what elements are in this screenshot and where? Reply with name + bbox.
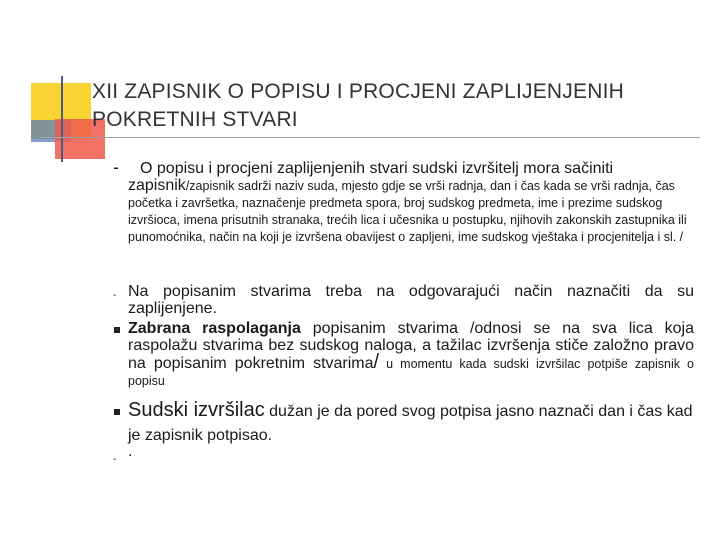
square-bullet: [114, 409, 120, 415]
square-bullet: [114, 327, 120, 333]
dash-bullet: -: [113, 157, 119, 177]
item-large-text: Sudski izvršilac: [128, 399, 265, 421]
page-title: XII ZAPISNIK O POPISU I PROCJENI ZAPLIJENJENIH POKRETNIH STVARI: [92, 80, 624, 131]
dash-bullet: -: [113, 454, 117, 465]
list-item: [128, 160, 694, 245]
list-item: [128, 398, 694, 448]
list-item: [128, 283, 694, 317]
list-item: [128, 443, 694, 460]
item-main-text: .: [128, 443, 133, 460]
dash-bullet: -: [113, 290, 117, 301]
decor-vertical-line: [61, 76, 63, 162]
list-item: [128, 321, 694, 389]
decor-horizontal-line: [40, 137, 700, 138]
item-main-text: popisanim stvarima /odnosi se na sva lica koja raspolažu stvarima bez sudskog naloga, a tažilac izvršenja stiče založno pravo na popisanim pokretnim stvarima: [128, 320, 695, 372]
item-slash: /: [373, 351, 380, 373]
item-main-text: Na popisanim stvarima treba na odgovarajući način naznačiti da su zaplijenjene.: [128, 283, 694, 317]
item-detail-text: u momentu kada sudski izvršilac potpiše zapisnik o popisu: [128, 357, 695, 388]
item-bold-text: Zabrana raspolaganja: [128, 320, 301, 337]
item-main-text: O popisu i procjeni zaplijenjenih stvari sudski izvršitelj mora sačiniti zapisnik: [128, 160, 614, 194]
item-main-text: dužan je da pored svog potpisa jasno naznači dan i čas kad je zapisnik potpisao.: [128, 403, 693, 444]
item-detail-text: /zapisnik sadrži naziv suda, mjesto gdje se vrši radnja, dan i čas kada se vrši radnja, čas početka i završetka, naznačenje predmeta spora, broj sudskog predmeta, ime i prezime sudskog izvršioca, imena prisutnih stranaka, trećih lica i učesnika u postupku, njihovih zakonskih zastupnika ili punomoćnika, način na koji je izvršena obavijest o zapljeni, ime sudskog vještaka i procjenitelja i sl. /: [128, 179, 687, 244]
